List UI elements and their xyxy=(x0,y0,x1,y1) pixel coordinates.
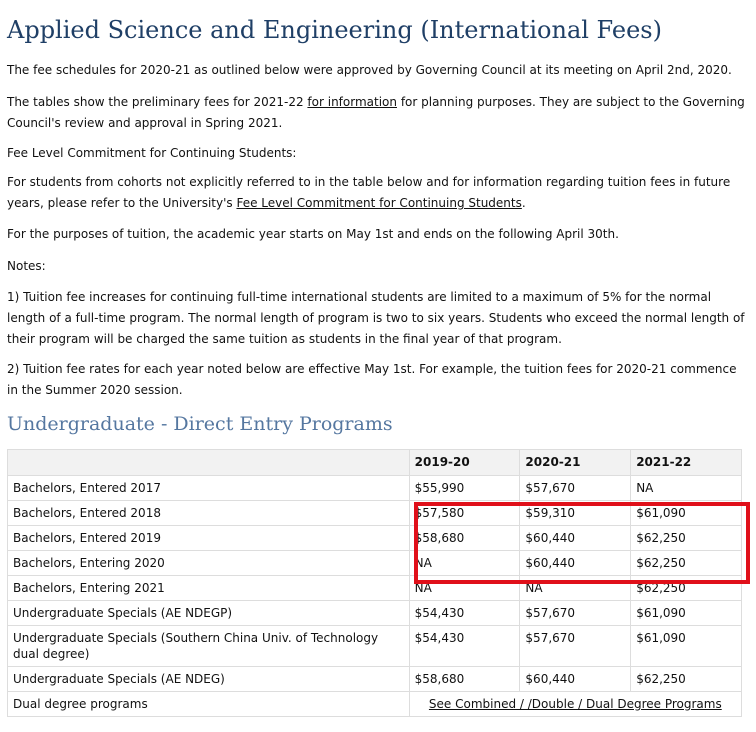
fee-cell: $57,670 xyxy=(520,626,631,667)
fee-cell: NA xyxy=(520,576,631,601)
fee-cell: $61,090 xyxy=(631,601,742,626)
cohort-text-post: . xyxy=(521,196,526,210)
cohort-text-pre: For students from cohorts not explicitly referred to in the table below and for information regarding tuition fees in future years, please refer to the University's xyxy=(7,175,731,210)
table-row xyxy=(8,667,742,692)
header-2019-20: 2019-20 xyxy=(409,450,520,476)
table-row xyxy=(8,626,742,667)
note-1: 1) Tuition fee increases for continuing full-time international students are limited to a maximum of 5% for the normal length of a full-time program. The normal length of program is two to six years. Students who exceed the normal length of their program will be charged the same tuition as students in the final year of that program. xyxy=(7,290,745,346)
fee-cell: $54,430 xyxy=(409,601,520,626)
fee-cell: $58,680 xyxy=(409,667,520,692)
fee-cell: $61,090 xyxy=(631,501,742,526)
intro-approval-text: The fee schedules for 2020-21 as outlined below were approved by Governing Council at its meeting on April 2nd, 2020. xyxy=(7,63,732,77)
fee-cell: $62,250 xyxy=(631,667,742,692)
fees-table xyxy=(7,449,742,717)
fee-cell: $57,670 xyxy=(520,476,631,501)
table-row xyxy=(8,692,742,717)
table-row xyxy=(8,576,742,601)
row-label: Bachelors, Entered 2017 xyxy=(8,476,410,501)
fee-cell: NA xyxy=(409,576,520,601)
fee-cell: $61,090 xyxy=(631,626,742,667)
fee-cell: $60,440 xyxy=(520,667,631,692)
fee-cell: $62,250 xyxy=(631,576,742,601)
table-row xyxy=(8,526,742,551)
table-row xyxy=(8,601,742,626)
row-label: Bachelors, Entered 2019 xyxy=(8,526,410,551)
dual-degree-programs-link[interactable]: See Combined / /Double / Dual Degree Programs xyxy=(428,697,722,711)
fee-cell: $59,310 xyxy=(520,501,631,526)
row-label: Bachelors, Entering 2020 xyxy=(8,551,410,576)
header-2021-22: 2021-22 xyxy=(631,450,742,476)
fee-cell: $62,250 xyxy=(631,551,742,576)
fee-cell: $57,670 xyxy=(520,601,631,626)
fee-cell: $60,440 xyxy=(520,551,631,576)
intro-preliminary-pre: The tables show the preliminary fees for 2021-22 xyxy=(7,95,308,109)
academic-year-text: For the purposes of tuition, the academic year starts on May 1st and ends on the following April 30th. xyxy=(7,227,619,241)
for-information-link[interactable]: for information xyxy=(307,95,397,109)
row-label: Dual degree programs xyxy=(8,692,410,717)
row-label: Undergraduate Specials (Southern China Univ. of Technology dual degree) xyxy=(8,626,410,667)
notes-heading: Notes: xyxy=(7,259,46,273)
table-row xyxy=(8,551,742,576)
header-program xyxy=(8,450,410,476)
table-header-row xyxy=(8,450,742,476)
intro-preliminary-post: for planning purposes. They are subject to the Governing Council's review and approval in Spring 2021. xyxy=(7,95,745,130)
intro-preliminary-text xyxy=(7,92,745,134)
fee-cell: $55,990 xyxy=(409,476,520,501)
row-label: Bachelors, Entering 2021 xyxy=(8,576,410,601)
fee-cell: $58,680 xyxy=(409,526,520,551)
table-row xyxy=(8,476,742,501)
fee-cell: NA xyxy=(631,476,742,501)
table-row xyxy=(8,501,742,526)
row-label: Bachelors, Entered 2018 xyxy=(8,501,410,526)
cohort-text xyxy=(7,172,745,214)
header-2020-21: 2020-21 xyxy=(520,450,631,476)
row-label: Undergraduate Specials (AE NDEG) xyxy=(8,667,410,692)
fee-cell: $62,250 xyxy=(631,526,742,551)
section-title: Undergraduate - Direct Entry Programs xyxy=(7,413,393,435)
fee-cell: NA xyxy=(409,551,520,576)
fee-level-commitment-link[interactable]: Fee Level Commitment for Continuing Students xyxy=(236,196,522,210)
note-2: 2) Tuition fee rates for each year noted below are effective May 1st. For example, the tuition fees for 2020-21 commence in the Summer 2020 session. xyxy=(7,362,737,397)
fee-commitment-heading: Fee Level Commitment for Continuing Students: xyxy=(7,146,297,160)
fee-cell: $54,430 xyxy=(409,626,520,667)
row-label: Undergraduate Specials (AE NDEGP) xyxy=(8,601,410,626)
fee-cell: $57,580 xyxy=(409,501,520,526)
dual-degree-cell xyxy=(409,692,741,717)
page-title: Applied Science and Engineering (International Fees) xyxy=(7,16,662,44)
fee-cell: $60,440 xyxy=(520,526,631,551)
